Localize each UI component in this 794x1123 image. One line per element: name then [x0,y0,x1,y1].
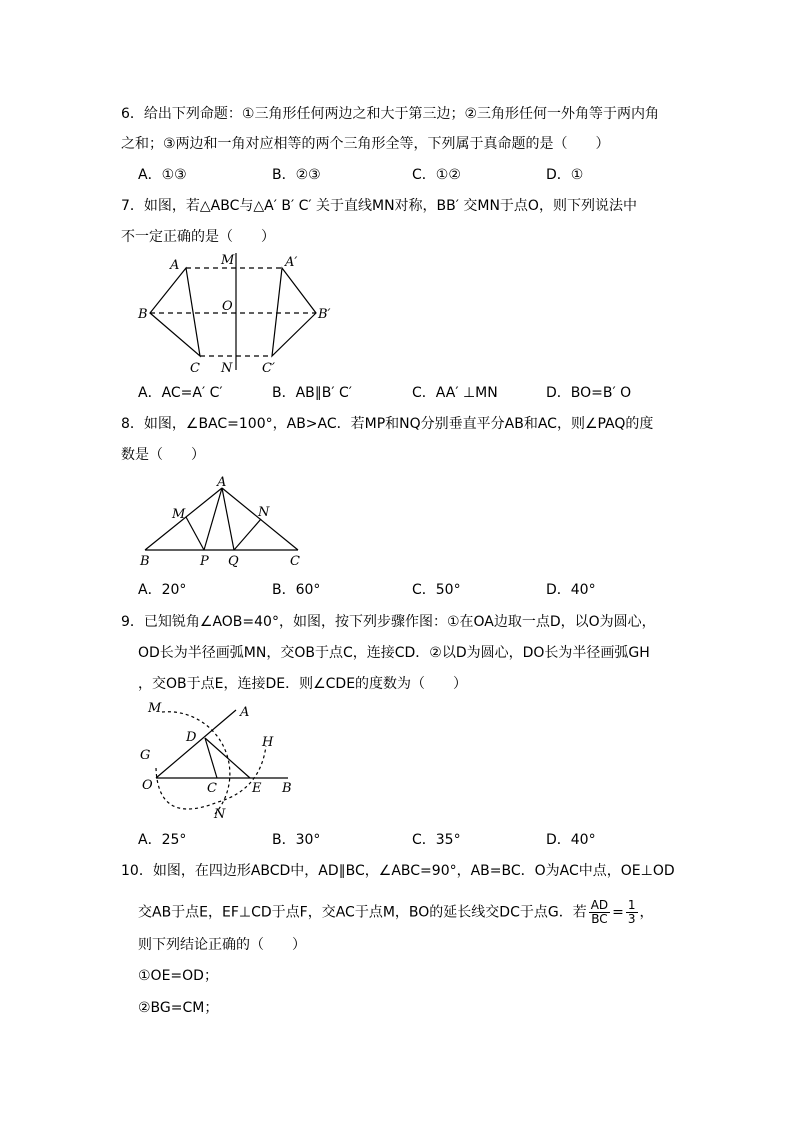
q8-label-a: A [217,475,227,490]
q7-label-b2: B′ [318,307,331,322]
q6-option-b: B．②③ [272,167,321,183]
q9-line3: ，交OB于点E，连接DE．则∠CDE的度数为（ ） [138,676,468,692]
q10-line3: 则下列结论正确的（ ） [138,937,306,953]
q8-label-b: B [140,554,150,569]
q7-label-c2: C′ [262,361,275,376]
q8-segment-aq [222,488,234,550]
q9-arc-mn [162,712,230,814]
q8-label-c: C [290,554,300,569]
q8-option-a: A．20° [138,582,187,598]
q8-figure [130,474,320,572]
q9-label-e: E [252,781,262,796]
q7-line1: 7．如图，若△ABC与△A′ B′ C′ 关于直线MN对称，BB′ 交MN于点O，则下列说法中 [121,198,637,214]
q7-label-o: O [222,299,233,314]
q9-label-b: B [282,781,292,796]
q9-option-d: D．40° [546,832,596,848]
q8-label-p: P [200,554,209,569]
q10-fraction-ad-bc: $\frac{AD}{BC}$ [590,898,609,926]
q8-label-m: M [172,507,186,522]
q9-option-c: C．35° [412,832,461,848]
q7-option-b: B．AB∥B′ C′ [272,385,352,401]
q6-option-a: A．①③ [138,167,187,183]
q9-label-m: M [148,701,162,716]
q8-line2: 数是（ ） [121,447,205,463]
q8-line1: 8．如图，∠BAC=100°，AB>AC．若MP和NQ分别垂直平分AB和AC，则∠PAQ的度 [121,416,654,432]
q7-label-a: A [170,258,180,273]
q9-label-c: C [207,781,217,796]
q9-line2: OD长为半径画弧MN，交OB于点C，连接CD．②以D为圆心，DO长为半径画弧GH [138,645,650,661]
q10-equals: = [612,904,624,921]
q9-line1: 9．已知锐角∠AOB=40°，如图，按下列步骤作图：①在OA边取一点D，以O为圆心， [121,614,656,630]
q8-option-b: B．60° [272,582,321,598]
q7-label-a2: A′ [285,255,298,270]
q9-label-a: A [240,705,250,720]
q10-item1: ①OE=OD； [138,968,218,984]
q7-triangle-a2b2c2 [272,268,316,356]
q8-segment-mp [186,517,204,550]
q8-label-q: Q [228,554,239,569]
q10-fraction-one-third: $\frac{1}{3}$ [627,898,636,926]
q6-option-d: D．① [546,167,584,183]
q6-line1: 6．给出下列命题：①三角形任何两边之和大于第三边；②三角形任何一外角等于两内角 [121,106,660,122]
q7-option-c: C．AA′ ⊥MN [412,385,498,401]
q9-option-a: A．25° [138,832,187,848]
q10-item2: ②BG=CM； [138,1000,219,1016]
q9-label-n: N [214,807,226,822]
q8-segment-ap [204,488,222,550]
q9-option-b: B．30° [272,832,321,848]
q6-line2: 之和；③两边和一角对应相等的两个三角形全等，下列属于真命题的是（ ） [121,136,610,152]
q10-line2 [138,899,654,926]
q10-line1: 10．如图，在四边形ABCD中，AD∥BC，∠ABC=90°，AB=BC．O为AC中点，OE⊥OD [121,863,675,879]
q7-label-m: M [221,253,235,268]
q8-label-n: N [258,505,270,520]
q8-option-c: C．50° [412,582,461,598]
q9-figure [130,698,310,822]
q8-option-d: D．40° [546,582,596,598]
q7-label-c: C [190,361,200,376]
q9-label-o: O [142,778,153,793]
q7-label-n: N [221,361,233,376]
q9-label-g: G [140,748,151,763]
q7-label-b: B [138,307,148,322]
q10-line2-text: 交AB于点E，EF⊥CD于点F，交AC于点M，BO的延长线交DC于点G．若 [138,904,587,921]
q10-line2-end: ， [639,904,654,921]
q9-label-d: D [186,730,197,745]
q7-option-d: D．BO=B′ O [546,385,632,401]
q9-segment-de [205,738,250,778]
q8-segment-nq [234,519,261,550]
q7-figure [130,248,350,376]
q7-triangle-abc [150,268,200,356]
q7-line2: 不一定正确的是（ ） [121,229,275,245]
q9-label-h: H [262,735,274,750]
q6-option-c: C．①② [412,167,461,183]
q7-option-a: A．AC=A′ C′ [138,385,223,401]
